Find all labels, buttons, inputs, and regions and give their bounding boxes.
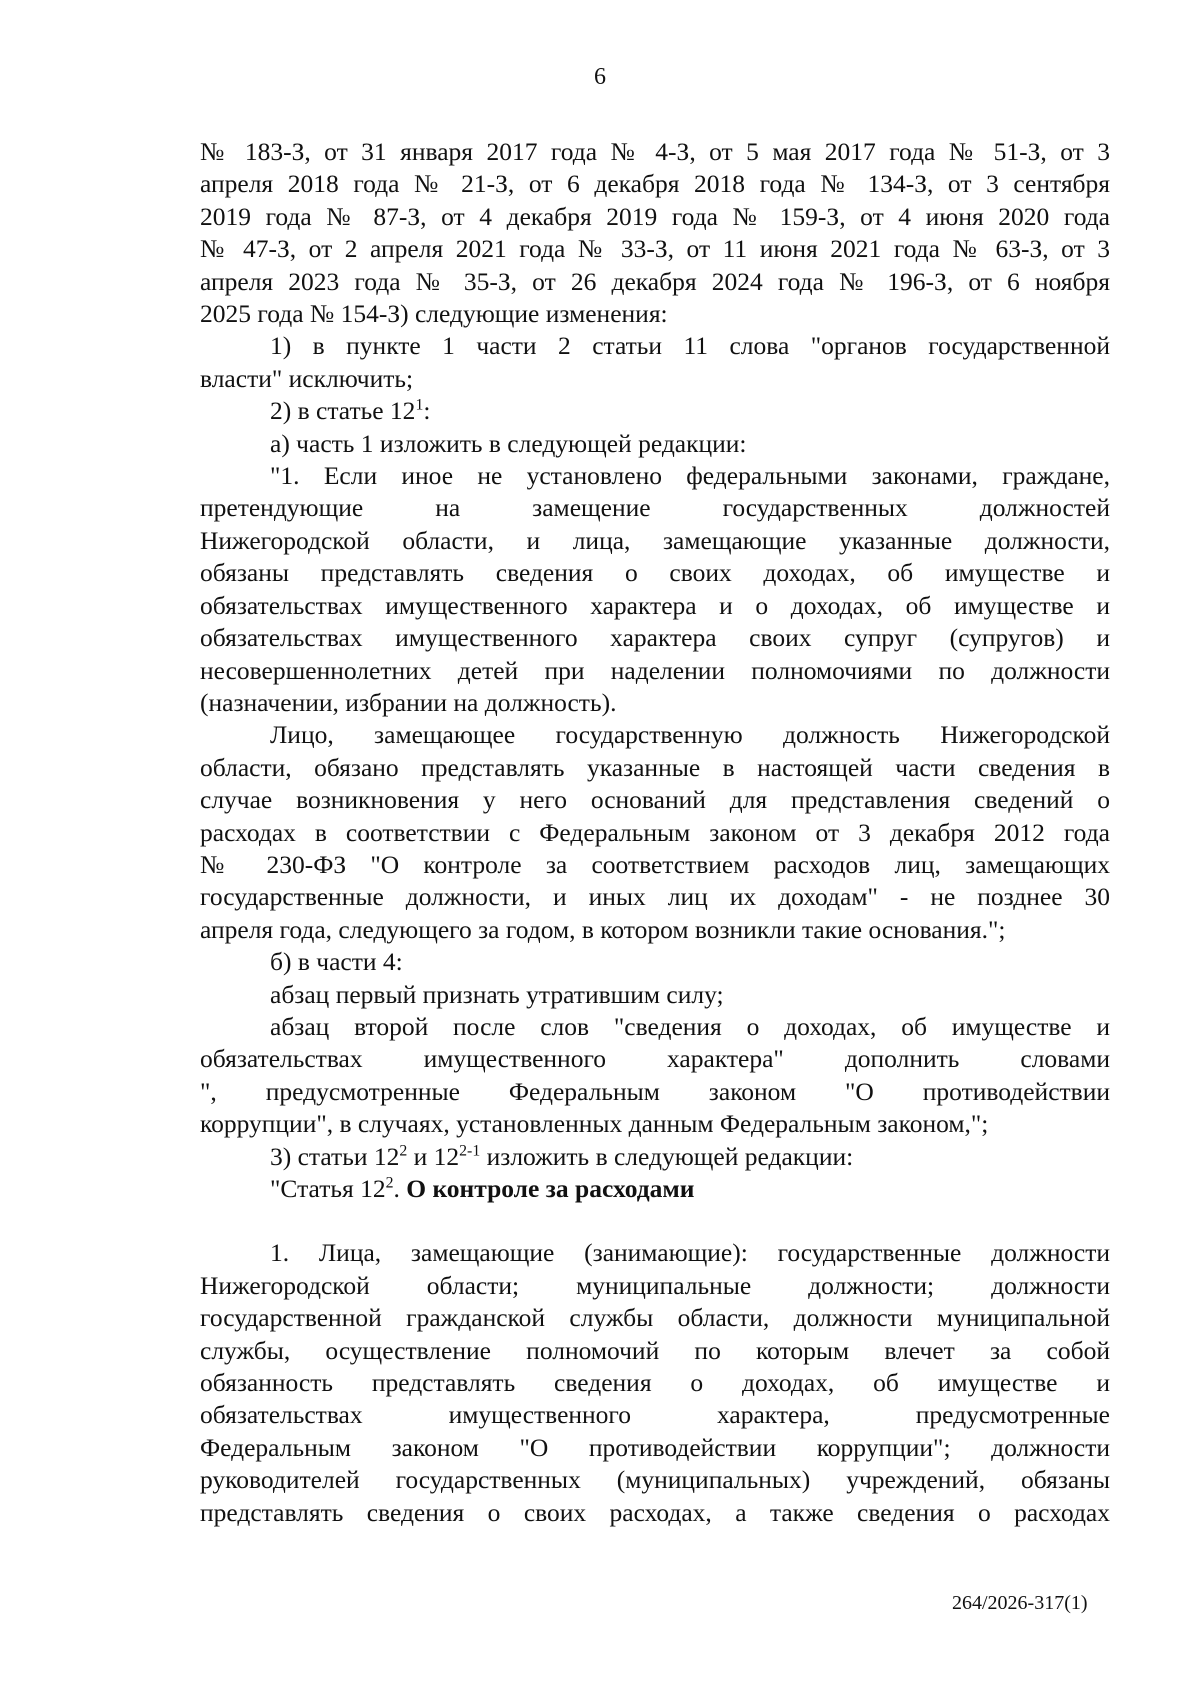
item-3-suffix: изложить в следующей редакции: bbox=[480, 1141, 854, 1171]
text-line: власти" исключить; bbox=[200, 363, 414, 393]
text-line: (назначении, избрании на должность). bbox=[200, 687, 617, 717]
text-line: службы, осуществление полномочий по которым влечет за собой bbox=[200, 1335, 1110, 1365]
text-line: "1. Если иное не установлено федеральными законами, граждане, bbox=[270, 461, 1110, 491]
item-2b-paragraph-2 bbox=[200, 1011, 1110, 1141]
text-line: области, обязано представлять указанные в настоящей части сведения в bbox=[200, 752, 1110, 782]
text-line: абзац второй после слов "сведения о доходах, об имуществе и bbox=[270, 1011, 1110, 1041]
page-number: 6 bbox=[594, 64, 606, 90]
superscript: 2-1 bbox=[459, 1142, 481, 1160]
new-part-1-paragraph-2 bbox=[200, 719, 1110, 946]
item-3 bbox=[200, 1141, 1110, 1173]
text-line: 2019 года № 87-З, от 4 декабря 2019 года № 159-З, от 4 июня 2020 года bbox=[200, 201, 1110, 231]
text-line: 2025 года № 154-З) следующие изменения: bbox=[200, 299, 668, 329]
text-line: апреля 2023 года № 35-З, от 26 декабря 2024 года № 196-З, от 6 ноября bbox=[200, 266, 1110, 296]
text-line: Федеральным законом "О противодействии коррупции"; должности bbox=[200, 1432, 1110, 1462]
superscript: 2 bbox=[399, 1142, 408, 1160]
new-part-1 bbox=[200, 460, 1110, 719]
item-2b-paragraph-1: абзац первый признать утратившим силу; bbox=[270, 979, 724, 1009]
text-line: апреля года, следующего за годом, в котором возникли такие основания."; bbox=[200, 914, 1006, 944]
text-line: № 183-З, от 31 января 2017 года № 4-З, от 5 мая 2017 года № 51-З, от 3 bbox=[200, 137, 1110, 166]
text-line: руководителей государственных (муниципальных) учреждений, обязаны bbox=[200, 1465, 1110, 1495]
text-line: апреля 2018 года № 21-З, от 6 декабря 2018 года № 134-З, от 3 сентября bbox=[200, 169, 1110, 199]
superscript: 2 bbox=[385, 1174, 394, 1192]
text-line: 1) в пункте 1 части 2 статьи 11 слова "органов государственной bbox=[270, 331, 1110, 361]
item-3-prefix: 3) статьи 12 bbox=[270, 1141, 400, 1171]
text-line: представлять сведения о своих расходах, а также сведения о расходах bbox=[200, 1497, 1110, 1527]
item-3-middle: и 12 bbox=[407, 1141, 460, 1171]
item-2a: а) часть 1 изложить в следующей редакции: bbox=[270, 428, 747, 458]
document-number: 264/2026-317(1) bbox=[952, 1592, 1088, 1614]
superscript: 1 bbox=[415, 396, 424, 414]
text-line: несовершеннолетних детей при наделении полномочиями по должности bbox=[200, 655, 1110, 685]
article-part-1 bbox=[200, 1237, 1110, 1529]
text-line: коррупции", в случаях, установленных данным Федеральным законом,"; bbox=[200, 1109, 989, 1139]
text-line: обязательствах имущественного характера" дополнить словами bbox=[200, 1044, 1110, 1074]
text-line: ", предусмотренные Федеральным законом "О противодействии bbox=[200, 1076, 1110, 1106]
item-2-suffix: : bbox=[423, 396, 431, 426]
text-line: Нижегородской области; муниципальные должности; должности bbox=[200, 1270, 1110, 1300]
article-heading bbox=[200, 1173, 1110, 1205]
text-line: № 47-З, от 2 апреля 2021 года № 33-З, от 11 июня 2021 года № 63-З, от 3 bbox=[200, 234, 1110, 264]
intro-paragraph bbox=[200, 136, 1110, 330]
text-line: обязательствах имущественного характера своих супруг (супругов) и bbox=[200, 623, 1110, 653]
text-line: обязательствах имущественного характера и о доходах, об имуществе и bbox=[200, 590, 1110, 620]
item-2-prefix: 2) в статье 12 bbox=[270, 396, 416, 426]
item-2b: б) в части 4: bbox=[270, 947, 403, 977]
text-line: 1. Лица, замещающие (занимающие): государственные должности bbox=[270, 1238, 1110, 1268]
text-line: случае возникновения у него оснований для представления сведений о bbox=[200, 785, 1110, 815]
text-line: Нижегородской области, и лица, замещающие указанные должности, bbox=[200, 525, 1110, 555]
text-line: государственные должности, и иных лиц их доходам" - не позднее 30 bbox=[200, 882, 1110, 912]
text-line: Лицо, замещающее государственную должность Нижегородской bbox=[270, 720, 1110, 750]
document-body bbox=[200, 136, 1110, 1529]
article-label: "Статья 12 bbox=[270, 1174, 386, 1203]
text-line: № 230-ФЗ "О контроле за соответствием расходов лиц, замещающих bbox=[200, 849, 1110, 879]
text-line: расходах в соответствии с Федеральным законом от 3 декабря 2012 года bbox=[200, 817, 1110, 847]
item-1 bbox=[200, 330, 1110, 395]
text-line: обязанность представлять сведения о доходах, об имуществе и bbox=[200, 1368, 1110, 1398]
item-2 bbox=[200, 395, 1110, 427]
text-line: обязательствах имущественного характера, предусмотренные bbox=[200, 1400, 1110, 1430]
article-dot: . bbox=[393, 1174, 407, 1203]
article-title: О контроле за расходами bbox=[406, 1174, 695, 1203]
text-line: государственной гражданской службы области, должности муниципальной bbox=[200, 1303, 1110, 1333]
text-line: претендующие на замещение государственных должностей bbox=[200, 493, 1110, 523]
text-line: обязаны представлять сведения о своих доходах, об имуществе и bbox=[200, 558, 1110, 588]
